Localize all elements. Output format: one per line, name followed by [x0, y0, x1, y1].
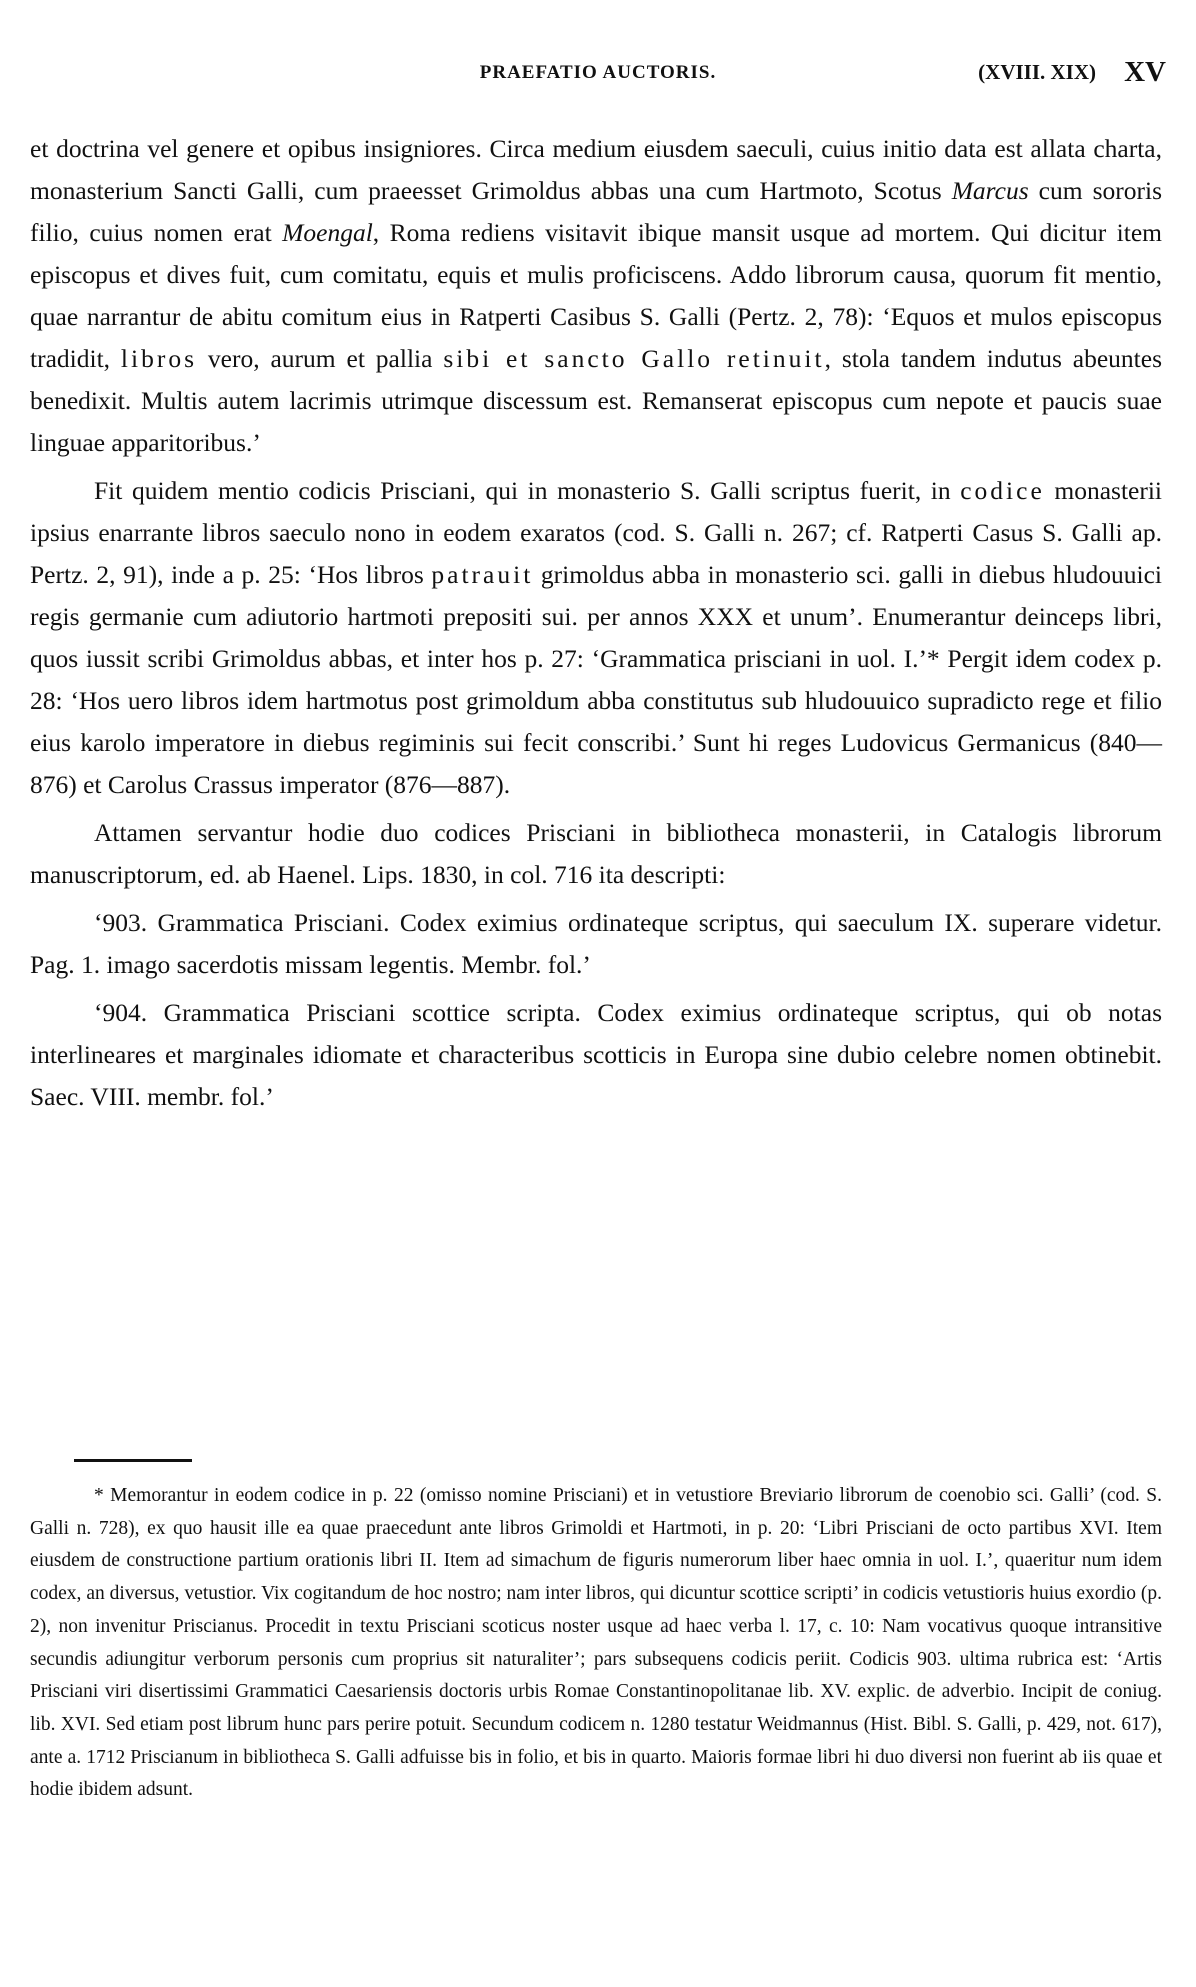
- text-run: vero, aurum et pallia: [197, 344, 444, 373]
- text-run: , Roma rediens visitavit ibique mansit usque ad mortem. Qui dicitur item episcopus et dives fuit, cum comitatu, equis et mulis proficiscens. Addo librorum causa, quorum fit mentio, quae narrantur de abitu comitum eius in Ratperti Casibus S. Galli (Pertz. 2, 78): ‘Equos et mulos episcopus tradidit,: [30, 218, 1162, 373]
- text-run: Fit quidem mentio codicis Prisciani, qui in monasterio S. Galli scriptus fuerit, in: [94, 476, 961, 505]
- paragraph-3: Attamen servantur hodie duo codices Prisciani in bibliotheca monasterii, in Catalogis librorum manuscriptorum, ed. ab Haenel. Lips. 1830, in col. 716 ita descripti:: [30, 818, 1162, 889]
- footnote-divider: [74, 1459, 192, 1462]
- section-reference: (XVIII. XIX): [978, 60, 1096, 84]
- page-number: XV: [1124, 56, 1166, 88]
- main-text: [30, 128, 1162, 1124]
- text-run: grimoldus abba in monasterio sci. galli in diebus hludouuici regis germanie cum adiutorio hartmoti prepositi sui. per annos XXX et unum’. Enumerantur deinceps libri, quos iussit scribi Grimoldus abbas, et inter hos p. 27: ‘Grammatica prisciani in uol. I.’* Pergit idem codex p. 28: ‘Hos uero libros idem hartmotus post grimoldum abba constitutus sub hludouuico supradicto rege et filio eius karolo imperatore in diebus regiminis sui fecit conscribi.’ Sunt hi reges Ludovicus Germanicus (840—876) et Carolus Crassus imperator (876—887).: [30, 560, 1163, 799]
- name-marcus: Marcus: [951, 176, 1029, 205]
- text-run: monasterii ipsius enarrante libros saeculo nono in eodem exaratos (cod. S. Galli n. 267; cf. Ratperti Casus S. Galli ap. Pertz. 2, 91), inde a p. 25: ‘Hos libros: [30, 476, 1163, 589]
- paragraph-2: [30, 470, 1162, 806]
- spaced-word: codice: [960, 476, 1045, 505]
- spaced-phrase: sibi et sancto Gallo retinuit: [443, 344, 825, 373]
- catalog-entry-904: ‘904. Grammatica Prisciani scottice scripta. Codex eximius ordinateque scriptus, qui ob notas interlineares et marginales idiomate et characteribus scotticis in Europa sine dubio celebre nomen obtinebit. Saec. VIII. membr. fol.’: [30, 998, 1162, 1111]
- name-moengal: Moengal: [282, 218, 373, 247]
- running-title: PRAEFATIO AUCTORIS.: [479, 62, 717, 83]
- footnote: * Memorantur in eodem codice in p. 22 (omisso nomine Prisciani) et in vetustiore Breviario librorum de coenobio sci. Galli’ (cod. S. Galli n. 728), ex quo hausit ille ea quae praecedunt ante libros Grimoldi et Hartmoti, in p. 20: ‘Libri Prisciani de octo partibus XVI. Item eiusdem de constructione partium orationis libri II. Item ad simachum de figuris numerorum liber haec omnia in uol. I.’, quaeritur num idem codex, an diversus, vetustior. Vix cogitandum de hoc nostro; nam inter libros, qui dicuntur scottice scripti’ in codicis vetustioris huius exordio (p. 2), non invenitur Priscianus. Procedit in textu Prisciani scoticus noster usque ad haec verba l. 17, c. 10: Nam vocativus quoque intransitive secundis adiungitur verborum personis cum proprius sit naturaliter’; pars subsequens codicis periit. Codicis 903. ultima rubrica est: ‘Artis Prisciani viri disertissimi Grammatici Caesariensis doctoris urbis Romae Constantinopolitanae lib. XV. explic. de adverbio. Incipit de coniug. lib. XVI. Sed etiam post librum hunc pars perire potuit. Secundum codicem n. 1280 testatur Weidmannus (Hist. Bibl. S. Galli, p. 429, not. 617), ante a. 1712 Priscianum in bibliotheca S. Galli adfuisse bis in folio, et bis in quarto. Maioris formae libri hi duo diversi non fuerint ab iis quae et hodie ibidem adsunt.: [30, 1485, 1162, 1801]
- text-run: et doctrina vel genere et opibus insigniores. Circa medium eiusdem saeculi, cuius initio data est allata charta, monasterium Sancti Galli, cum praeesset Grimoldus abbas una cum Hartmoto, Scotus: [30, 134, 1162, 205]
- page-header: [30, 56, 1166, 96]
- spaced-word: patrauit: [431, 560, 534, 589]
- catalog-entry-903: ‘903. Grammatica Prisciani. Codex eximius ordinateque scriptus, qui saeculum IX. superare videtur. Pag. 1. imago sacerdotis missam legentis. Membr. fol.’: [30, 908, 1162, 979]
- paragraph-1: [30, 128, 1162, 464]
- spaced-word: libros: [120, 344, 198, 373]
- text-run: cum sororis filio, cuius nomen erat: [30, 176, 1162, 247]
- text-run: , stola tandem indutus abeuntes benedixit. Multis autem lacrimis utrimque discessum est. Remanserat episcopus cum nepote et paucis suae linguae apparitoribus.’: [30, 344, 1163, 457]
